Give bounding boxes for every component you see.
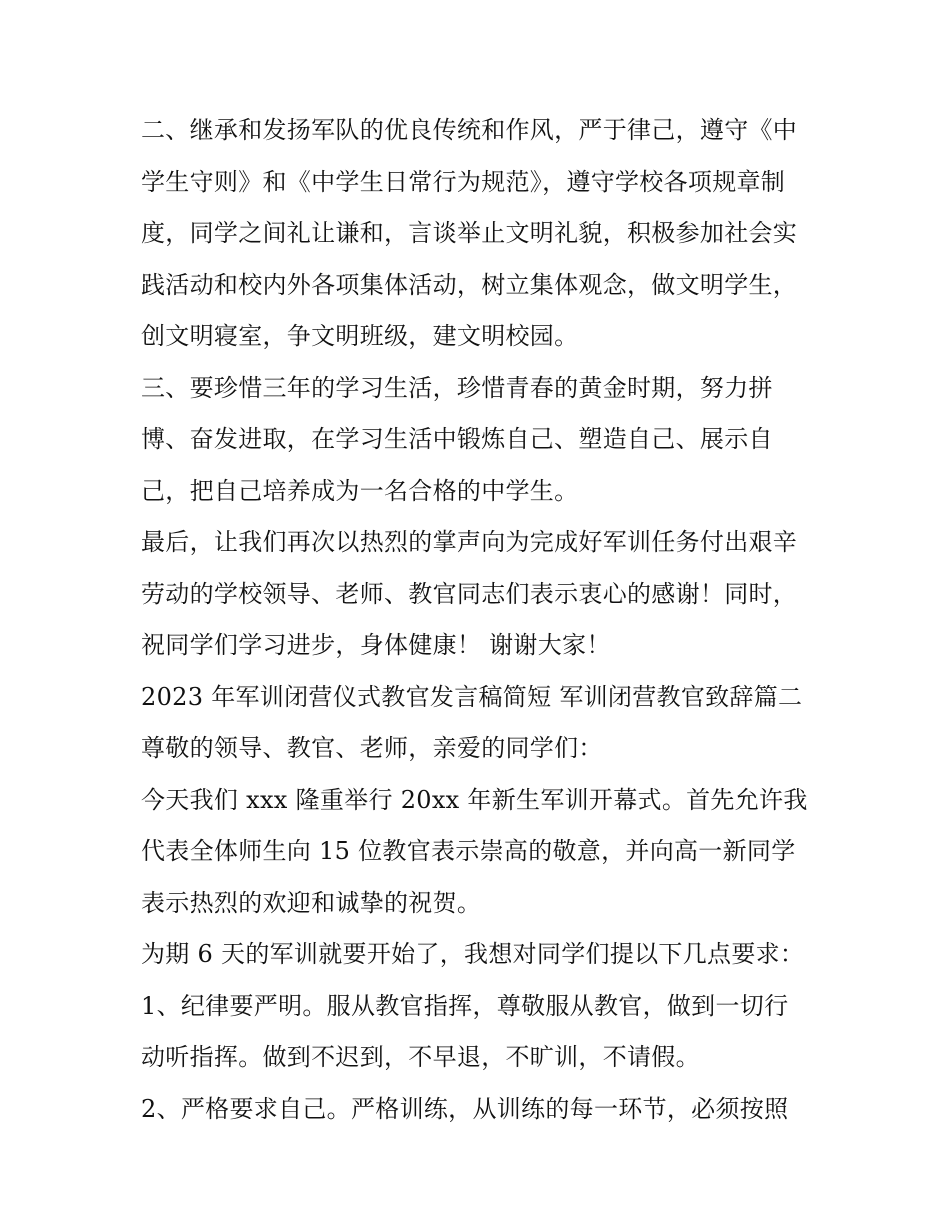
text-line: 最后，让我们再次以热烈的掌声向为完成好军训任务付出艰辛: [141, 528, 798, 556]
text-line: 劳动的学校领导、老师、教官同志们表示衷心的感谢！同时，: [141, 579, 798, 608]
section-heading: 2023 年军训闭营仪式教官发言稿简短 军训闭营教官致辞篇二: [141, 682, 803, 711]
text-line: 学生守则》和《中学生日常行为规范》，遵守学校各项规章制: [141, 167, 786, 196]
document-body: [141, 105, 831, 1135]
text-line: 三、要珍惜三年的学习生活，珍惜青春的黄金时期，努力拼: [141, 373, 773, 402]
salutation: 尊敬的领导、教官、老师，亲爱的同学们：: [141, 734, 603, 762]
text-line: 动听指挥。做到不迟到，不早退，不旷训，不请假。: [141, 1043, 700, 1071]
text-line: 为期 6 天的军训就要开始了，我想对同学们提以下几点要求：: [141, 940, 805, 968]
text-line: 2、严格要求自己。严格训练，从训练的每一环节，必须按照: [141, 1094, 789, 1123]
text-line: 今天我们 xxx 隆重举行 20xx 年新生军训开幕式。首先允许我: [141, 785, 808, 814]
text-line: 博、奋发进取，在学习生活中锻炼自己、塑造自己、展示自: [141, 425, 773, 453]
text-line: 代表全体师生向 15 位教官表示崇高的敬意，并向高一新同学: [141, 837, 796, 865]
text-line: 二、继承和发扬军队的优良传统和作风，严于律己，遵守《中: [141, 116, 798, 144]
text-line: 祝同学们学习进步，身体健康！ 谢谢大家！: [141, 631, 611, 659]
text-line: 创文明寝室，争文明班级，建文明校园。: [141, 322, 579, 350]
text-line: 表示热烈的欢迎和诚挚的祝贺。: [141, 888, 482, 917]
text-line: 1、纪律要严明。服从教官指挥，尊敬服从教官，做到一切行: [141, 991, 789, 1020]
text-line: 践活动和校内外各项集体活动，树立集体观念，做文明学生，: [141, 270, 798, 299]
text-line: 己，把自己培养成为一名合格的中学生。: [141, 476, 579, 505]
text-line: 度，同学之间礼让谦和，言谈举止文明礼貌，积极参加社会实: [141, 219, 798, 247]
